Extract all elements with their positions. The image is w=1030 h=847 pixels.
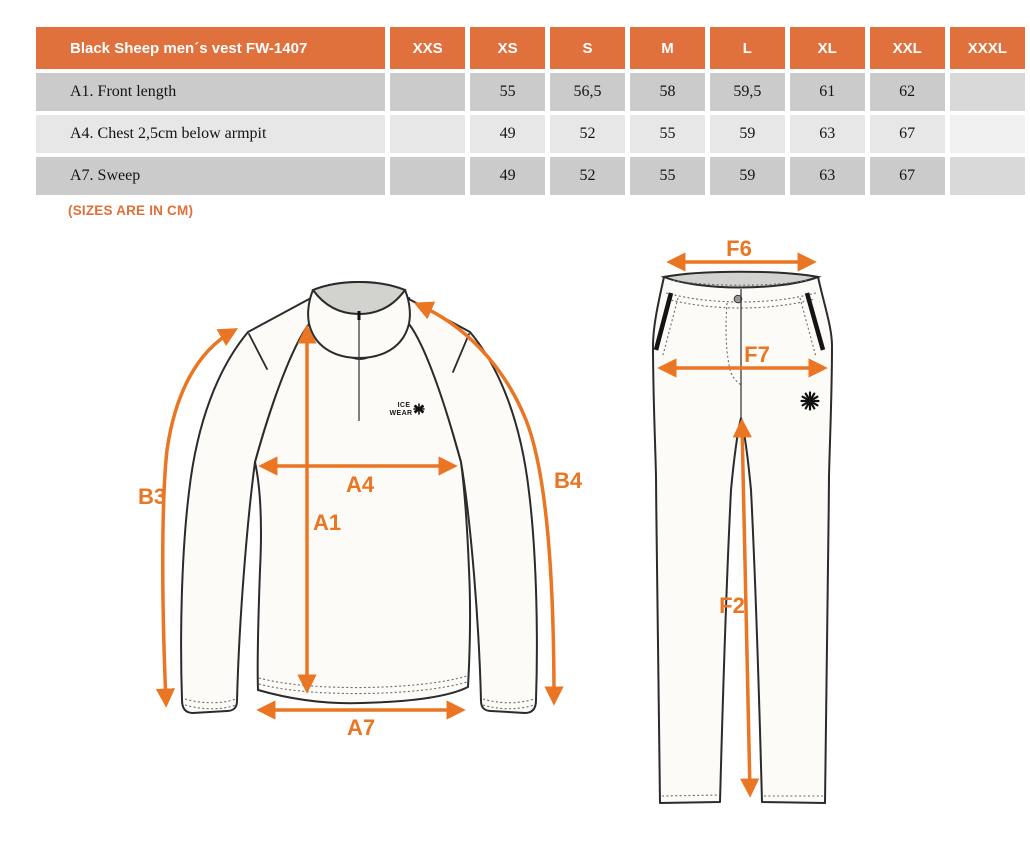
cell-value: 52: [550, 157, 625, 195]
cell-value: 63: [790, 157, 865, 195]
size-header-xxs: XXS: [390, 27, 465, 69]
size-header-l: L: [710, 27, 785, 69]
size-chart-table: [31, 23, 1030, 199]
size-header-s: S: [550, 27, 625, 69]
cell-value: 55: [630, 157, 705, 195]
chest-logo-snowflake-icon: [414, 404, 424, 414]
label-f2: F2: [719, 593, 745, 618]
cell-value: [390, 115, 465, 153]
table-row-chest: [36, 115, 1025, 153]
label-b3: B3: [137, 484, 167, 509]
cell-value: [950, 157, 1025, 195]
label-a7: A7: [346, 715, 376, 740]
cell-value: 67: [870, 115, 945, 153]
pants-body: [653, 273, 832, 804]
product-title: Black Sheep men´s vest FW-1407: [36, 27, 385, 69]
label-a4: A4: [345, 472, 375, 497]
cell-value: 67: [870, 157, 945, 195]
cell-value: [950, 73, 1025, 111]
cell-value: 58: [630, 73, 705, 111]
label-b4: B4: [553, 468, 583, 493]
sweater-drawing: [181, 282, 537, 713]
cell-value: [950, 115, 1025, 153]
cell-value: 59,5: [710, 73, 785, 111]
cell-value: 59: [710, 115, 785, 153]
row-label: A7. Sweep: [36, 157, 385, 195]
cell-value: 56,5: [550, 73, 625, 111]
cell-value: 52: [550, 115, 625, 153]
table-row-front-length: [36, 73, 1025, 111]
cell-value: [390, 157, 465, 195]
size-chart-header-row: [36, 27, 1025, 69]
size-header-xxl: XXL: [870, 27, 945, 69]
pants-drawing: [653, 272, 832, 803]
size-header-xxxl: XXXL: [950, 27, 1025, 69]
cell-value: 62: [870, 73, 945, 111]
cell-value: [390, 73, 465, 111]
chest-logo-text-wear: WEAR: [389, 410, 413, 417]
cell-value: 55: [630, 115, 705, 153]
label-a1: A1: [312, 510, 342, 535]
size-header-m: M: [630, 27, 705, 69]
size-header-xl: XL: [790, 27, 865, 69]
chest-logo-text-ice: ICE: [397, 402, 411, 409]
measurement-diagram: [0, 230, 1030, 847]
label-f6: F6: [726, 236, 752, 261]
sizes-unit-note: (SIZES ARE IN CM): [68, 203, 194, 218]
row-label: A4. Chest 2,5cm below armpit: [36, 115, 385, 153]
cell-value: 59: [710, 157, 785, 195]
size-header-xs: XS: [470, 27, 545, 69]
label-f7: F7: [744, 342, 770, 367]
cell-value: 49: [470, 115, 545, 153]
cell-value: 49: [470, 157, 545, 195]
table-row-sweep: [36, 157, 1025, 195]
row-label: A1. Front length: [36, 73, 385, 111]
cell-value: 63: [790, 115, 865, 153]
cell-value: 55: [470, 73, 545, 111]
cell-value: 61: [790, 73, 865, 111]
